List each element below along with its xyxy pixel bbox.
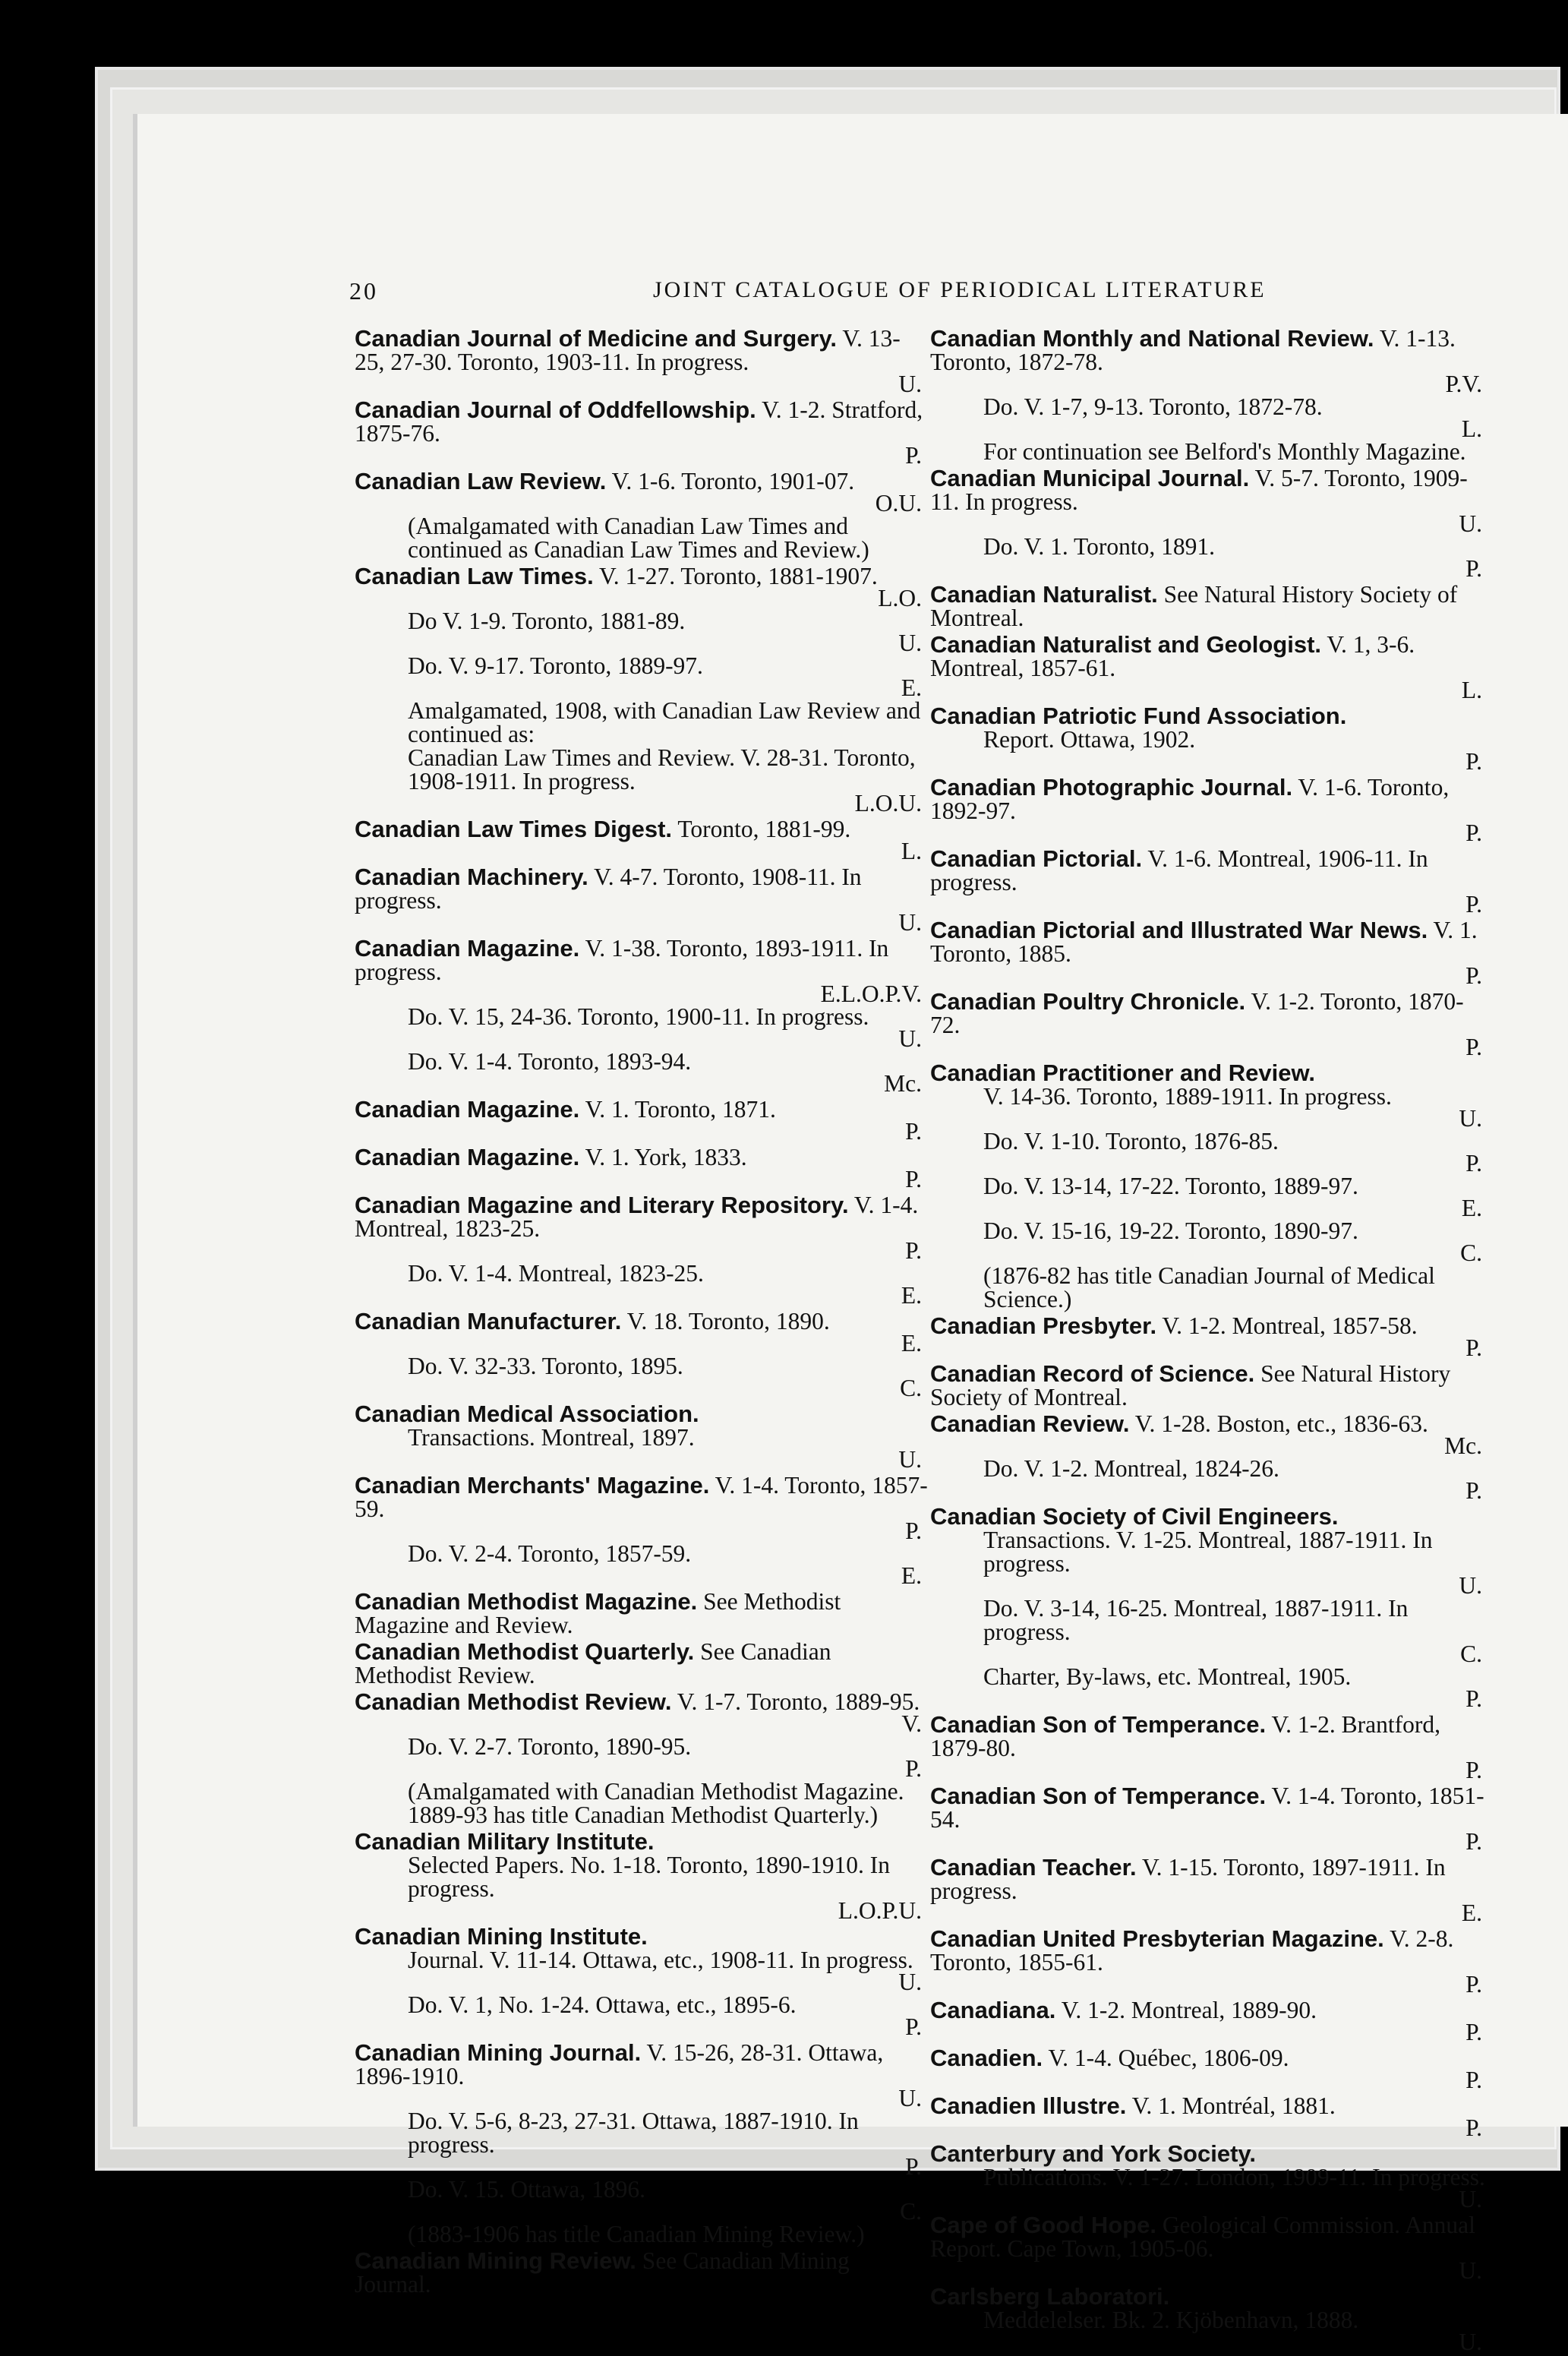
sub-entry-text: Meddelelser. Bk. 2. Kjöbenhavn, 1888. [983, 2307, 1359, 2333]
entry-detail: V. 1-15. Toronto, 1897-1911. In progress. [930, 1854, 1446, 1904]
holdings-code: E. [901, 1330, 922, 1356]
holdings-code: U. [898, 371, 922, 397]
entry-detail: V. 1. York, 1833. [585, 1144, 747, 1170]
holdings-code: P. [905, 2153, 922, 2180]
entry-title: Canadian Medical Association. [355, 1401, 699, 1427]
entry-title: Canadian Journal of Medicine and Surgery. [355, 325, 838, 352]
catalogue-entry [930, 775, 1488, 844]
entry-title: Canadian Mining Review. [355, 2247, 636, 2274]
entry-title: Canadian Military Institute. [355, 1828, 655, 1855]
catalogue-entry [355, 1690, 928, 1827]
entry-detail: V. 1-2. Toronto, 1870-72. [930, 988, 1464, 1038]
entry-title: Cape of Good Hope. [930, 2212, 1156, 2238]
holdings-code: P. [1465, 962, 1482, 989]
catalogue-entry [930, 2094, 1488, 2139]
entry-detail: V. 1-13. Toronto, 1872-78. [930, 325, 1456, 375]
catalogue-entry [930, 466, 1488, 580]
sub-entry [355, 609, 928, 654]
catalogue-entry [355, 1145, 928, 1190]
catalogue-entry [355, 1309, 928, 1399]
sub-entry [930, 726, 1488, 775]
sub-entry [930, 1457, 1488, 1502]
holdings-code: U. [898, 1025, 922, 1052]
entry-title: Canadian Pictorial. [930, 845, 1143, 872]
holdings-code: U. [1459, 1105, 1482, 1132]
catalogue-entry [355, 564, 928, 814]
holdings-code: L.O.U. [854, 790, 922, 816]
catalogue-entry [930, 2046, 1488, 2091]
catalogue-entry [930, 1783, 1488, 1855]
holdings-code: P. [1465, 1477, 1482, 1504]
sub-entry-text: Do. V. 1. Toronto, 1891. [983, 533, 1215, 560]
entry-title: Canadian Review. [930, 1410, 1130, 1437]
catalogue-entry [930, 703, 1488, 775]
catalogue-entry [930, 1855, 1488, 1924]
sub-entry-text: Do. V. 15. Ottawa, 1896. [408, 2176, 645, 2203]
catalogue-entry [355, 1925, 928, 2038]
sub-entry [355, 654, 928, 699]
catalogue-entry [930, 633, 1488, 701]
entry-note: (Amalgamated with Canadian Law Times and continued as Canadian Law Times and Review.) [408, 513, 869, 563]
catalogue-entry [355, 1830, 928, 1922]
holdings-code: P. [905, 1118, 922, 1145]
entry-detail: V. 1-6. Toronto, 1892-97. [930, 774, 1450, 824]
entry-detail: V. 1. Toronto, 1885. [930, 917, 1478, 967]
entry-detail: See Natural History Society of Montreal. [930, 1360, 1451, 1410]
entry-title: Canadian Monthly and National Review. [930, 325, 1374, 352]
running-title: JOINT CATALOGUE OF PERIODICAL LITERATURE [653, 277, 1267, 302]
holdings-code: L. [1461, 677, 1482, 703]
holdings-code: U. [1459, 2329, 1482, 2355]
entry-detail: V. 13-25, 27-30. Toronto, 1903-11. In progress. [355, 325, 901, 375]
holdings-code: U. [898, 1446, 922, 1473]
entry-title: Canadian Methodist Review. [355, 1688, 672, 1715]
sub-entry-text: Do. V. 1-2. Montreal, 1824-26. [983, 1455, 1279, 1482]
entry-title: Canadien Illustre. [930, 2092, 1127, 2119]
sub-entry [355, 2176, 928, 2225]
entry-detail: V. 1, 3-6. Montreal, 1857-61. [930, 631, 1415, 681]
entry-detail: V. 1-2. Montreal, 1857-58. [1162, 1312, 1418, 1339]
left-column [355, 327, 928, 2299]
sub-entry [930, 1596, 1488, 1665]
page-header [349, 277, 1481, 308]
entry-detail: V. 1-4. Toronto, 1851-54. [930, 1783, 1484, 1833]
entry-title: Canadian Law Times Digest. [355, 816, 673, 842]
catalogue-entry [355, 1640, 928, 1687]
sub-entry [355, 1542, 928, 1587]
holdings-code: E.L.O.P.V. [820, 981, 922, 1007]
sub-entry-text: Selected Papers. No. 1-18. Toronto, 1890-1910. In progress. [408, 1852, 890, 1902]
sub-entry [930, 2308, 1488, 2353]
entry-title: Canadian Poultry Chronicle. [930, 988, 1246, 1015]
entry-title: Canadian Law Times. [355, 563, 594, 589]
holdings-code: C. [900, 2198, 922, 2225]
entry-title: Canadian Record of Science. [930, 1360, 1255, 1387]
entry-title: Canadian Municipal Journal. [930, 465, 1250, 491]
entry-title: Canadian Magazine. [355, 1096, 580, 1123]
catalogue-entry [930, 1505, 1488, 1710]
entry-detail: See Canadian Methodist Review. [355, 1638, 831, 1688]
sub-entry-text: Do V. 1-9. Toronto, 1881-89. [408, 608, 686, 634]
holdings-code: P. [1465, 2114, 1482, 2141]
holdings-code: P.V. [1445, 371, 1482, 397]
holdings-code: L.O. [878, 585, 922, 611]
holdings-code: P. [1465, 2067, 1482, 2093]
catalogue-entry [930, 583, 1488, 630]
catalogue-entry [355, 817, 928, 862]
holdings-code: U. [898, 909, 922, 936]
holdings-code: C. [1460, 1641, 1482, 1667]
catalogue-entry [355, 327, 928, 395]
holdings-code: V. [901, 1710, 922, 1737]
holdings-code: P. [1465, 1971, 1482, 1998]
entry-detail: V. 1-2. Brantford, 1879-80. [930, 1711, 1440, 1761]
entry-detail: V. 1-28. Boston, etc., 1836-63. [1134, 1410, 1428, 1437]
holdings-code: P. [1465, 1828, 1482, 1855]
entry-detail: See Canadian Mining Journal. [355, 2247, 850, 2298]
sub-entry [930, 395, 1488, 440]
holdings-code: Mc. [1444, 1432, 1482, 1459]
entry-title: Canadiana. [930, 1997, 1056, 2023]
sub-entry [355, 1948, 928, 1993]
catalogue-entry [930, 327, 1488, 463]
entry-title: Canadien. [930, 2045, 1043, 2071]
sub-entry [355, 2109, 928, 2178]
catalogue-entry [930, 1362, 1488, 1409]
holdings-code: Mc. [884, 1070, 922, 1097]
catalogue-entry [930, 1713, 1488, 1781]
catalogue-entry [930, 2213, 1488, 2282]
continuation-entry [355, 746, 928, 814]
entry-detail: See Natural History Society of Montreal. [930, 581, 1458, 631]
holdings-code: C. [1460, 1240, 1482, 1266]
sub-entry [930, 1665, 1488, 1710]
sub-entry [930, 2165, 1488, 2210]
sub-entry-text: Do. V. 1-4. Montreal, 1823-25. [408, 1260, 704, 1287]
sub-entry [930, 1219, 1488, 1264]
sub-entry [355, 1260, 928, 1309]
catalogue-entry [930, 1061, 1488, 1311]
sub-entry [930, 1083, 1488, 1132]
sub-entry-text: Do. V. 9-17. Toronto, 1889-97. [408, 652, 703, 679]
entry-detail: V. 4-7. Toronto, 1908-11. In progress. [355, 864, 862, 914]
entry-title: Canadian Methodist Quarterly. [355, 1638, 695, 1665]
catalogue-entry [930, 2285, 1488, 2353]
entry-title: Canadian Practitioner and Review. [930, 1060, 1316, 1086]
holdings-code: E. [1461, 1900, 1482, 1926]
holdings-code: E. [901, 1562, 922, 1589]
entry-detail: V. 5-7. Toronto, 1909-11. In progress. [930, 465, 1468, 515]
sub-entry-text: Publications. V. 1-27. London, 1909-11. In progress. [983, 2164, 1485, 2190]
entry-detail: V. 1. Montréal, 1881. [1131, 2092, 1336, 2119]
sub-entry [355, 1048, 928, 1097]
holdings-code: U. [898, 1969, 922, 1995]
entry-detail: V. 1-2. Montreal, 1889-90. [1061, 1997, 1317, 2023]
entry-detail: V. 15-26, 28-31. Ottawa, 1896-1910. [355, 2039, 884, 2089]
catalogue-entry [930, 1314, 1488, 1359]
entry-note: (1883-1906 has title Canadian Mining Review.) [408, 2221, 865, 2247]
catalogue-entry [930, 990, 1488, 1058]
sub-entry-text: Do. V. 32-33. Toronto, 1895. [408, 1353, 683, 1379]
catalogue-entry [355, 2249, 928, 2296]
entry-title: Canadian Son of Temperance. [930, 1711, 1267, 1738]
entry-title: Canadian Naturalist and Geologist. [930, 631, 1322, 658]
holdings-code: L.O.P.U. [838, 1897, 922, 1924]
catalogue-entry [930, 847, 1488, 915]
entry-title: Canadian Magazine. [355, 935, 580, 962]
sub-entry-text: Do. V. 13-14, 17-22. Toronto, 1889-97. [983, 1173, 1358, 1199]
holdings-code: P. [905, 442, 922, 469]
catalogue-entry [930, 1412, 1488, 1502]
entry-title: Canadian Magazine. [355, 1144, 580, 1170]
entry-detail: See Methodist Magazine and Review. [355, 1588, 841, 1638]
sub-entry-text: V. 14-36. Toronto, 1889-1911. In progress. [983, 1083, 1392, 1110]
sub-entry [930, 1527, 1488, 1599]
holdings-code: U. [1459, 1572, 1482, 1599]
holdings-code: P. [905, 1518, 922, 1544]
holdings-code: E. [901, 674, 922, 701]
holdings-code: C. [900, 1375, 922, 1401]
holdings-code: U. [1459, 2257, 1482, 2284]
catalogue-entry [355, 2041, 928, 2246]
sub-entry [355, 1853, 928, 1922]
holdings-code: E. [901, 1282, 922, 1309]
catalogue-entry [355, 935, 928, 1097]
holdings-code: P. [1465, 820, 1482, 846]
catalogue-entry [930, 918, 1488, 987]
holdings-code: P. [1465, 1034, 1482, 1060]
sub-entry [355, 1005, 928, 1050]
entry-detail: V. 1-6. Toronto, 1901-07. [611, 468, 855, 494]
entry-detail: V. 2-8. Toronto, 1855-61. [930, 1925, 1454, 1975]
entry-detail: V. 1-4. Montreal, 1823-25. [355, 1192, 919, 1242]
entry-detail: V. 1-6. Montreal, 1906-11. In progress. [930, 845, 1428, 895]
sub-entry-text: Do. V. 15-16, 19-22. Toronto, 1890-97. [983, 1217, 1358, 1244]
holdings-code: U. [1459, 2186, 1482, 2212]
holdings-code: L. [1461, 415, 1482, 442]
sub-entry-text: Do. V. 1, No. 1-24. Ottawa, etc., 1895-6. [408, 1991, 797, 2018]
entry-title: Canadian Law Review. [355, 468, 607, 494]
entry-detail: Geological Commission. Annual Report. Cape Town, 1905-06. [930, 2212, 1475, 2262]
entry-note: (1876-82 has title Canadian Journal of Medical Science.) [983, 1262, 1435, 1312]
holdings-code: E. [1461, 1195, 1482, 1221]
entry-title: Canadian Machinery. [355, 864, 588, 890]
holdings-code: P. [1465, 1150, 1482, 1176]
holdings-code: O.U. [875, 490, 922, 516]
catalogue-entry [355, 864, 928, 936]
entry-title: Canadian Merchants' Magazine. [355, 1472, 710, 1499]
entry-detail: V. 1-38. Toronto, 1893-1911. In progress. [355, 935, 889, 985]
catalogue-entry [930, 2142, 1488, 2210]
sub-entry [930, 1129, 1488, 1174]
sub-entry-text: Do. V. 1-7, 9-13. Toronto, 1872-78. [983, 393, 1323, 420]
catalogue-entry [355, 1473, 928, 1587]
catalogue-entry [355, 1192, 928, 1309]
sub-entry [930, 535, 1488, 580]
holdings-code: L. [901, 838, 922, 864]
entry-title: Canadian Magazine and Literary Repository. [355, 1192, 849, 1218]
sub-entry-text: Do. V. 2-7. Toronto, 1890-95. [408, 1733, 692, 1760]
holdings-code: P. [1465, 1757, 1482, 1783]
entry-detail: V. 18. Toronto, 1890. [626, 1308, 830, 1334]
holdings-code: P. [905, 1166, 922, 1192]
entry-title: Canadian Presbyter. [930, 1312, 1157, 1339]
catalogue-entry [355, 1590, 928, 1637]
entry-title: Canadian Mining Journal. [355, 2039, 642, 2066]
sub-entry-text: Journal. V. 11-14. Ottawa, etc., 1908-11. In progress. [408, 1947, 913, 1973]
entry-title: Canadian Journal of Oddfellowship. [355, 396, 756, 423]
holdings-code: U. [1459, 510, 1482, 537]
catalogue-entry [355, 1096, 928, 1145]
holdings-code: P. [1465, 555, 1482, 582]
sub-entry [355, 1993, 928, 2038]
holdings-code: P. [905, 2013, 922, 2040]
entry-note: For continuation see Belford's Monthly Magazine. [983, 438, 1466, 465]
entry-title: Canadian Mining Institute. [355, 1923, 648, 1950]
sub-entry [355, 1354, 928, 1399]
entry-title: Canadian Naturalist. [930, 581, 1158, 608]
holdings-code: U. [898, 2085, 922, 2111]
continuation-text: Canadian Law Times and Review. V. 28-31. Toronto, 1908-1911. In progress. [408, 744, 916, 794]
catalogue-entry [355, 469, 928, 561]
entry-note: (Amalgamated with Canadian Methodist Magazine. 1889-93 has title Canadian Methodist Quarterly.) [408, 1778, 904, 1828]
holdings-code: P. [1465, 2019, 1482, 2045]
entry-title: Canadian Teacher. [930, 1854, 1137, 1881]
entry-title: Canterbury and York Society. [930, 2140, 1256, 2167]
sub-entry-text: Transactions. Montreal, 1897. [408, 1424, 695, 1451]
entry-title: Carlsberg Laboratori. [930, 2283, 1170, 2310]
sub-entry-text: Do. V. 5-6, 8-23, 27-31. Ottawa, 1887-1910. In progress. [408, 2108, 859, 2158]
sub-entry-text: Do. V. 1-10. Toronto, 1876-85. [983, 1128, 1279, 1154]
sub-entry-text: Do. V. 3-14, 16-25. Montreal, 1887-1911. In progress. [983, 1595, 1409, 1645]
sub-entry-text: Transactions. V. 1-25. Montreal, 1887-1911. In progress. [983, 1527, 1433, 1577]
entry-detail: V. 1-4. Québec, 1806-09. [1048, 2045, 1289, 2071]
entry-note: Amalgamated, 1908, with Canadian Law Review and continued as: [408, 697, 921, 747]
holdings-code: P. [905, 1237, 922, 1264]
catalogue-entry [930, 1998, 1488, 2043]
catalogue-entry [930, 1925, 1488, 1998]
holdings-code: U. [898, 630, 922, 656]
entry-detail: Toronto, 1881-99. [677, 816, 851, 842]
catalogue-entry [355, 396, 928, 469]
holdings-code: P. [1465, 1685, 1482, 1712]
entry-detail: V. 1-27. Toronto, 1881-1907. [599, 563, 878, 589]
entry-title: Canadian Manufacturer. [355, 1308, 622, 1334]
sub-entry [930, 1174, 1488, 1219]
catalogue-entry [355, 1401, 928, 1473]
sub-entry-text: Report. Ottawa, 1902. [983, 726, 1196, 753]
entry-title: Canadian Patriotic Fund Association. [930, 703, 1347, 729]
sub-entry [355, 1424, 928, 1473]
sub-entry-text: Do. V. 1-4. Toronto, 1893-94. [408, 1048, 692, 1075]
holdings-code: P. [1465, 891, 1482, 917]
entry-detail: V. 1-4. Toronto, 1857-59. [355, 1472, 928, 1522]
sub-entry [355, 1735, 928, 1780]
entry-title: Canadian Society of Civil Engineers. [930, 1503, 1339, 1530]
sub-entry-text: Do. V. 2-4. Toronto, 1857-59. [408, 1540, 692, 1567]
sub-entry-text: Charter, By-laws, etc. Montreal, 1905. [983, 1663, 1352, 1690]
entry-title: Canadian Methodist Magazine. [355, 1588, 698, 1615]
entry-title: Canadian United Presbyterian Magazine. [930, 1925, 1384, 1952]
entry-detail: V. 1. Toronto, 1871. [585, 1096, 776, 1123]
holdings-code: P. [1465, 1334, 1482, 1361]
entry-detail: V. 1-7. Toronto, 1889-95. [677, 1688, 920, 1715]
sub-entry-text: Do. V. 15, 24-36. Toronto, 1900-11. In progress. [408, 1003, 869, 1030]
page-number: 20 [349, 277, 378, 305]
entry-detail: V. 1-2. Stratford, 1875-76. [355, 396, 923, 447]
right-column [930, 327, 1488, 2356]
entry-title: Canadian Photographic Journal. [930, 774, 1293, 801]
entry-title: Canadian Son of Temperance. [930, 1783, 1267, 1809]
entry-title: Canadian Pictorial and Illustrated War News. [930, 917, 1428, 943]
holdings-code: P. [905, 1755, 922, 1782]
holdings-code: P. [1465, 748, 1482, 775]
